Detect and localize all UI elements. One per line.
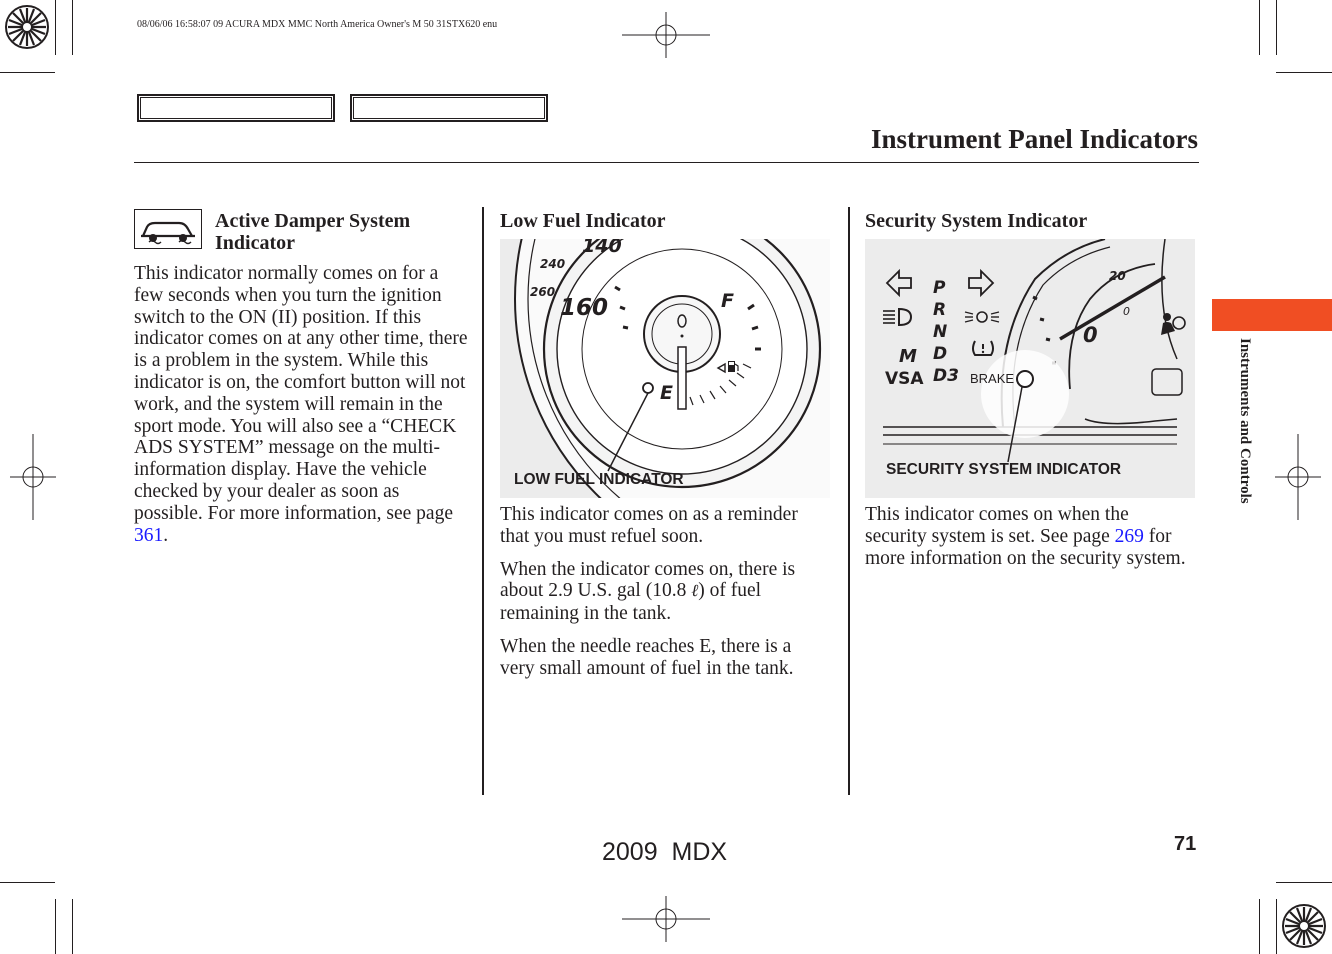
- body-text: ) of fuel remaining in the tank.: [500, 580, 762, 625]
- heading-line: Active Damper System: [215, 210, 411, 232]
- speed-label: 260: [530, 285, 556, 299]
- manual-mode-label: M: [899, 346, 917, 367]
- fuel-pump-icon: [726, 358, 740, 374]
- body-text: for more information on the security system.: [865, 525, 1186, 569]
- section-heading-security: Security System Indicator: [865, 210, 1088, 232]
- heading-line: Indicator: [215, 232, 295, 254]
- section-tab: [1212, 299, 1332, 331]
- car-suspension-icon: [134, 209, 202, 249]
- section-heading-active-damper: [215, 210, 475, 254]
- fuel-empty-label: E: [660, 382, 673, 404]
- section-tab-label: Instruments and Controls: [1237, 338, 1253, 504]
- print-info: 08/06/06 16:58:07 09 ACURA MDX MMC North America Owner's M 50 31STX620 enu: [137, 19, 498, 30]
- column-divider: [848, 207, 850, 795]
- figure-caption: SECURITY SYSTEM INDICATOR: [886, 461, 1122, 478]
- body-text: This indicator normally comes on for a few seconds when you turn the ignition switch to the ON (II) position. If this indicator comes on at any other time, there is a problem in the system. While this indicator is on, the comfort button will not work, and the system will remain in the sport mode. You will also see a “CHECK ADS SYSTEM” message on the multi-information display. Have the vehicle checked by your dealer as soon as possible. For more information, see page: [134, 263, 468, 524]
- header-tab-box: [350, 94, 548, 122]
- low-fuel-para-2: [500, 559, 830, 625]
- crosshair-mark-icon: [10, 434, 56, 520]
- page-title: Instrument Panel Indicators: [870, 124, 1198, 154]
- speed-label: 20: [1109, 269, 1126, 283]
- page-link-269[interactable]: 269: [1114, 525, 1144, 547]
- headlight-icon: [881, 305, 915, 329]
- footer-model: 2009 MDX: [602, 838, 728, 866]
- body-text: .: [163, 524, 169, 546]
- page-number: 71: [1174, 833, 1197, 855]
- speed-label: 0: [1083, 323, 1098, 347]
- gear-p: P: [933, 278, 946, 298]
- low-fuel-body: [500, 504, 830, 691]
- column-divider: [482, 207, 484, 795]
- liter-symbol: ℓ: [691, 581, 699, 602]
- tire-pressure-icon: [969, 337, 997, 361]
- speed-label: 160: [560, 295, 609, 321]
- registration-target-icon: [1277, 899, 1332, 954]
- security-figure: [865, 239, 1195, 498]
- parking-light-icon: [963, 307, 1001, 327]
- body-text: This indicator comes on when the security system is set. See page: [865, 504, 1129, 547]
- fuel-full-label: F: [721, 290, 734, 312]
- header-tab-box: [137, 94, 335, 122]
- low-fuel-figure: [500, 239, 830, 498]
- figure-caption: LOW FUEL INDICATOR: [514, 471, 684, 488]
- gear-d3: D3: [933, 366, 959, 386]
- body-text: When the indicator comes on, there is about 2.9 U.S. gal (10.8: [500, 558, 796, 602]
- brake-label: BRAKE: [970, 371, 1015, 386]
- gear-indicator-column: [933, 277, 959, 387]
- section-heading-low-fuel: Low Fuel Indicator: [500, 210, 666, 232]
- low-fuel-para-3: When the needle reaches E, there is a very small amount of fuel in the tank.: [500, 635, 794, 679]
- crosshair-mark-icon: [622, 896, 710, 942]
- vsa-label: VSA: [885, 369, 924, 389]
- page-link-361[interactable]: 361: [134, 524, 164, 546]
- active-damper-body: [134, 263, 470, 557]
- gear-n: N: [933, 322, 948, 342]
- security-body: [865, 504, 1195, 580]
- gear-d: D: [933, 344, 948, 364]
- speed-label: 140: [582, 239, 622, 253]
- speed-label: 0: [1123, 305, 1130, 318]
- title-rule: [134, 162, 1199, 163]
- gear-r: R: [933, 300, 947, 320]
- low-fuel-para-1: This indicator comes on as a reminder that you must refuel soon.: [500, 504, 798, 547]
- registration-target-icon: [0, 0, 55, 55]
- crosshair-mark-icon: [1275, 434, 1321, 520]
- airbag-icon: [1157, 311, 1187, 337]
- crosshair-mark-icon: [622, 12, 710, 58]
- speed-label: 240: [540, 257, 566, 271]
